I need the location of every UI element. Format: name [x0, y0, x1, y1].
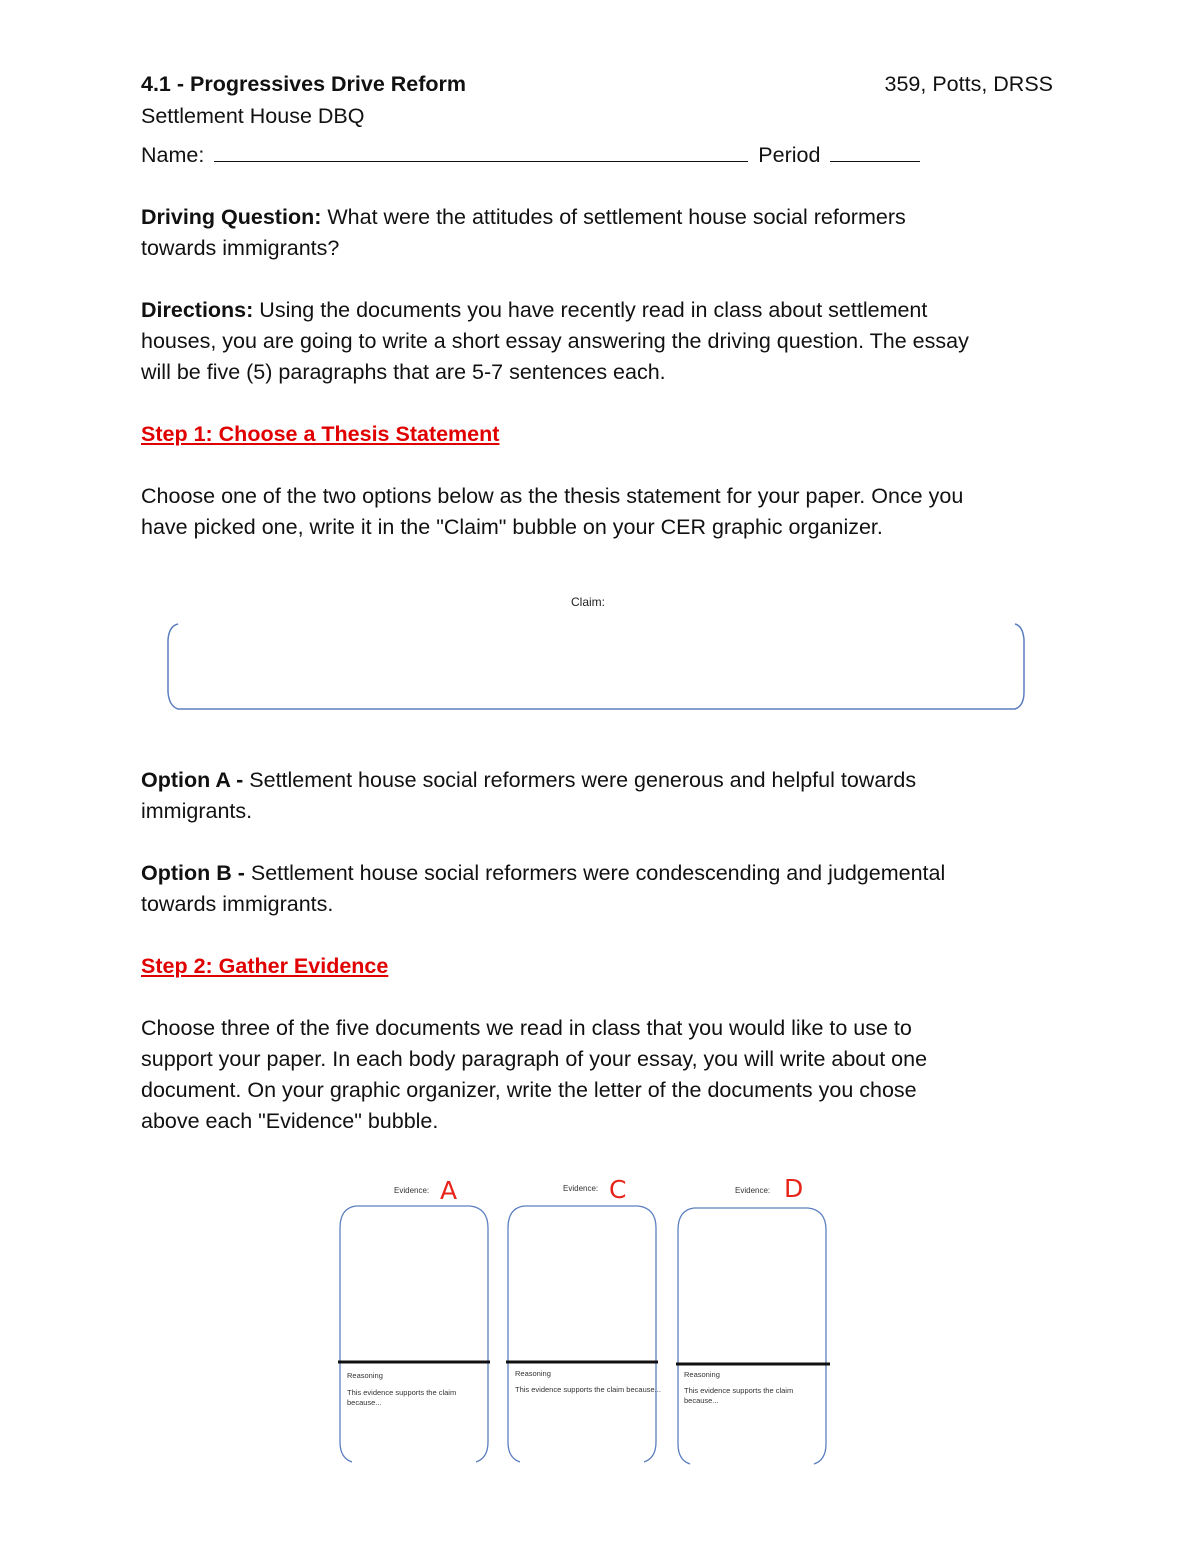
option-b-label: Option B - [141, 861, 245, 885]
directions-line2: houses, you are going to write a short essay answering the driving question. The essay [141, 329, 969, 353]
step2-line4: above each "Evidence" bubble. [141, 1109, 439, 1133]
reasoning-label-a: Reasoning [347, 1371, 383, 1380]
driving-question-label: Driving Question: [141, 205, 322, 229]
name-blank[interactable] [214, 143, 748, 162]
step1-line2: have picked one, write it in the "Claim" bubble on your CER graphic organizer. [141, 515, 883, 539]
evidence-card-a[interactable] [334, 1202, 496, 1468]
option-b-text: Settlement house social reformers were condescending and judgemental [250, 861, 946, 885]
option-b-line2: towards immigrants. [141, 892, 334, 916]
evidence-title-a: Evidence: [394, 1186, 430, 1195]
option-b [141, 861, 945, 886]
page-title: 4.1 - Progressives Drive Reform [141, 72, 467, 96]
evidence-letter-d: D [784, 1174, 804, 1203]
step2-line2: support your paper. In each body paragraph of your essay, you will write about one [141, 1047, 928, 1071]
reasoning-label-c: Reasoning [515, 1369, 551, 1378]
reasoning-label-d: Reasoning [684, 1370, 720, 1379]
directions-text: Using the documents you have recently read in class about settlement [259, 298, 928, 322]
option-a-text: Settlement house social reformers were generous and helpful towards [249, 768, 917, 792]
subtitle: Settlement House DBQ [141, 104, 365, 128]
reasoning-text-c: This evidence supports the claim because... [515, 1385, 661, 1394]
option-a [141, 768, 916, 793]
driving-question-text: What were the attitudes of settlement house social reformers [327, 205, 906, 229]
option-a-line2: immigrants. [141, 799, 253, 823]
step1-line1: Choose one of the two options below as the thesis statement for your paper. Once you [141, 484, 964, 508]
claim-label: Claim: [571, 595, 606, 609]
reasoning-text-a: This evidence supports the claim because... [347, 1388, 457, 1407]
directions-label: Directions: [141, 298, 254, 322]
period-blank[interactable] [830, 143, 920, 162]
step2-line1: Choose three of the five documents we read in class that you would like to use to [141, 1016, 912, 1040]
evidence-card-c[interactable] [502, 1202, 664, 1468]
evidence-title-d: Evidence: [735, 1186, 771, 1195]
evidence-letter-c: C [609, 1175, 627, 1204]
directions [141, 298, 927, 323]
step2-line3: document. On your graphic organizer, write the letter of the documents you chose [141, 1078, 917, 1102]
course-info: 359, Potts, DRSS [884, 72, 1053, 96]
evidence-card-d[interactable] [672, 1204, 834, 1470]
step1-heading: Step 1: Choose a Thesis Statement [141, 422, 500, 446]
name-row [141, 143, 920, 168]
option-a-label: Option A - [141, 768, 244, 792]
driving-question-line2: towards immigrants? [141, 236, 340, 260]
claim-box[interactable] [160, 618, 1035, 718]
evidence-title-c: Evidence: [563, 1184, 599, 1193]
step2-heading: Step 2: Gather Evidence [141, 954, 389, 978]
driving-question [141, 205, 906, 230]
evidence-letter-a: A [440, 1176, 458, 1205]
reasoning-text-d: This evidence supports the claim because... [684, 1386, 794, 1405]
period-label: Period [758, 143, 821, 167]
directions-line3: will be five (5) paragraphs that are 5-7 sentences each. [141, 360, 666, 384]
page-title-row [141, 72, 466, 97]
name-label: Name: [141, 143, 205, 167]
